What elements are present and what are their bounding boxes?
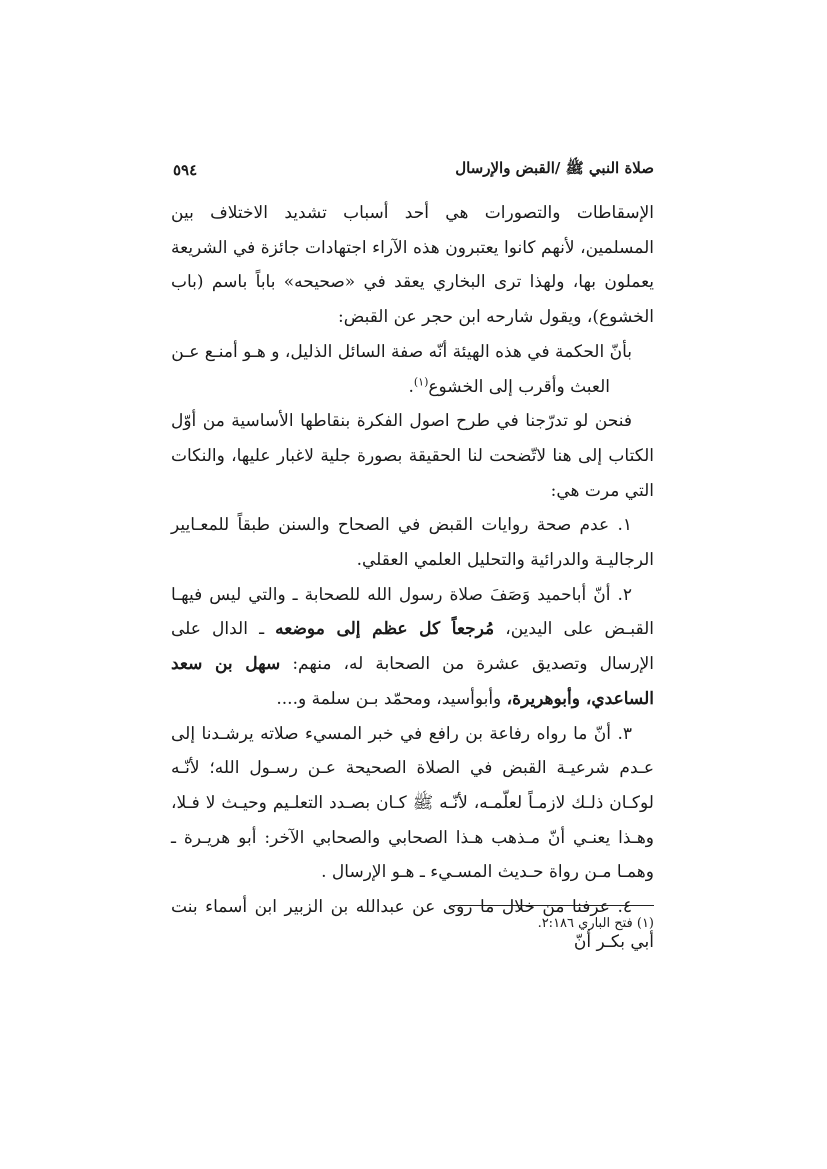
list-item-2 <box>171 578 654 717</box>
footnote <box>171 912 654 936</box>
list-item-1: ١. عدم صحة روايات القبض في الصحاح والسنن طبقاً للمعـايير الرجاليـة والدرائية والتحليل العلمي العقلي. <box>171 515 654 571</box>
chapter-title: صلاة النبي ﷺ /القبض والإرسال <box>455 159 654 177</box>
quote-line-1: بأنّ الحكمة في هذه الهيئة أنّه صفة السائل الذليل، و هـو أمنـع عـن <box>171 341 632 362</box>
quote-end: . <box>408 376 414 397</box>
quote-line-2 <box>171 370 654 405</box>
running-header <box>173 156 654 184</box>
paragraph-1: الإسقاطات والتصورات هي أحد أسباب تشديد الاختلاف بين المسلمين، لأنهم كانوا يعتبرون هذه الآراء اجتهادات جائزة في الشريعة يعملون بها، ولهذا ترى البخاري يعقد في «صحيحه» باباً باسم (باب الخشوع)، ويقول شارحه ابن حجر عن القبض: <box>171 203 654 328</box>
list-item-3: ٣. أنّ ما رواه رفاعة بن رافع في خبر المسيء صلاته يرشـدنا إلى عـدم شرعيـة القبض في الصلاة الصحيحة عـن رسـول الله؛ لأنّـه لوكـان ذلـك لازمـاً لعلّمـه، لأنّـه ﷺ كـان بصـدد التعلـيم وحيـث لا فـلا، وهـذا يعنـي أنّ مـذهب هـذا الصحابي والصحابي الآخر: أبو هريـرة ـ وهمـا مـن رواة حـديث المسـيء ـ هـو الإرسال . <box>171 723 654 883</box>
footnote-divider <box>454 905 654 906</box>
list-item-2-bold-1: مُرجعاً كل عظم إلى موضعه <box>275 619 495 640</box>
list-item-2-bold-2: سهل بن سعد الساعدي، وأبوهريرة، <box>171 654 654 709</box>
list-item-4: ٤. عرفنا من خلال ما روى عن عبدالله بن الزبير ابن أسماء بنت أبي بكـر أنّ <box>171 897 654 952</box>
paragraph-2: فنحن لو تدرّجنا في طرح اصول الفكرة بنقاطها الأساسية من أوّل الكتاب إلى هنا لاتّضحت لنا الحقيقة بصورة جلية لاغبار عليها، والنكات التي مرت هي: <box>171 411 654 501</box>
body-text <box>171 196 654 959</box>
list-item-2-part-c: وأبوأسيد، ومحمّد بـن سلمة و.... <box>276 688 507 709</box>
list-item-2-part-a: ٢. أنّ أباحميد وَصَفَ صلاة رسول الله للصحابة ـ والتي ليس فيهـا القبـض على اليدين، <box>171 584 654 640</box>
footnote-text: (١) فتح الباري ٢:١٨٦. <box>537 916 654 931</box>
list-item-2-part-b: ـ الدال على الإرسال وتصديق عشرة من الصحابة له، منهم: <box>171 619 654 675</box>
footnote-reference: (١) <box>413 374 429 388</box>
page-number: ٥٩٤ <box>173 161 198 179</box>
quote-text: العبث وأقرب إلى الخشوع <box>428 376 610 397</box>
